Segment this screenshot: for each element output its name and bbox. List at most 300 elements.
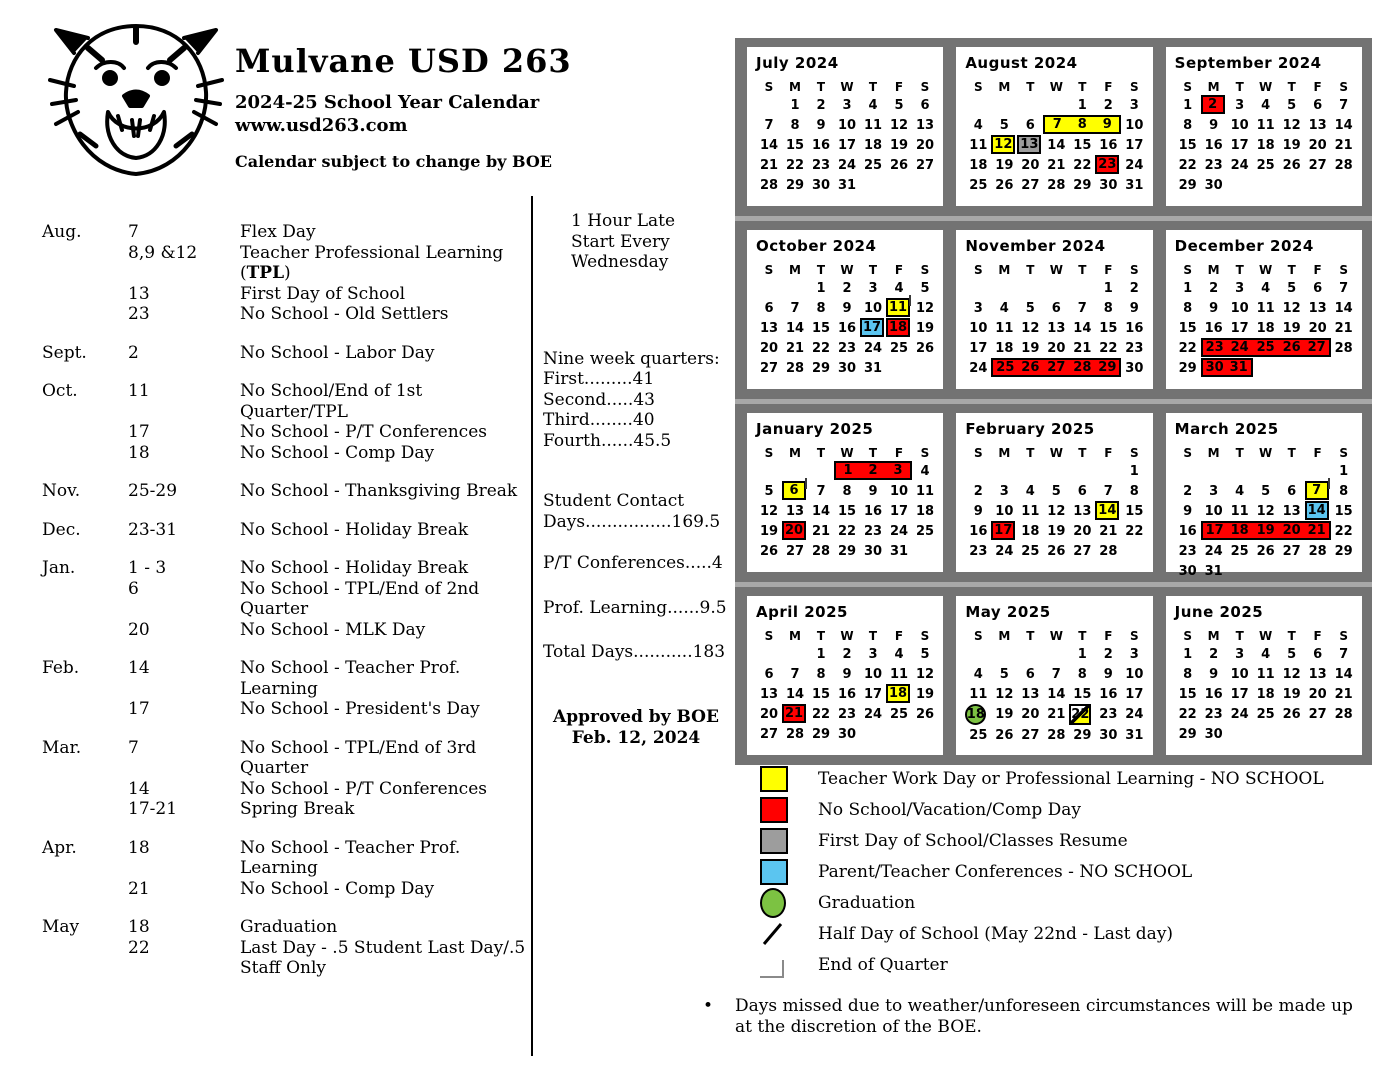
day-cell <box>965 95 991 115</box>
student-contact-days <box>543 491 729 532</box>
day-cell: 29 <box>1095 358 1121 377</box>
event-month-label <box>42 699 128 720</box>
weekday-header: W <box>1049 79 1063 94</box>
day-cell: 21 <box>1305 521 1331 540</box>
day-cell: 8 <box>1183 666 1193 682</box>
event-description: No School - P/T Conferences <box>240 778 487 799</box>
week-row <box>756 541 939 561</box>
day-cell <box>912 541 938 561</box>
event-row <box>42 243 534 284</box>
weekday-header: F <box>894 445 904 460</box>
day-cell: 28 <box>1069 358 1095 377</box>
week-row <box>756 318 939 338</box>
day-cell: 30 <box>1178 563 1197 579</box>
week-row <box>756 704 939 724</box>
boe-change-note: Calendar subject to change by BOE <box>235 152 552 171</box>
day-cell: 7 <box>1077 300 1087 316</box>
legend-label: Parent/Teacher Conferences - NO SCHOOL <box>818 861 1193 882</box>
day-cell: 30 <box>1204 177 1223 193</box>
day-cell: 1 <box>790 97 800 113</box>
event-month-label <box>42 243 128 284</box>
day-cell: 20 <box>759 706 779 722</box>
day-cell: 10 <box>969 320 988 336</box>
day-cell <box>886 358 912 378</box>
day-cell: 7 <box>790 666 800 682</box>
day-cell: 27 <box>759 726 779 742</box>
weekday-header: W <box>1259 445 1273 460</box>
day-cell: 19 <box>1047 523 1066 539</box>
day-cell: 13 <box>1308 300 1327 316</box>
week-row <box>1175 521 1358 541</box>
week-row <box>756 501 939 521</box>
day-cell: 17 <box>1125 137 1144 153</box>
day-cell: 11 <box>886 298 910 317</box>
weekday-header-row <box>965 261 1148 278</box>
day-cell: 20 <box>1021 706 1040 722</box>
week-row <box>756 298 939 318</box>
month-title: September 2024 <box>1174 54 1322 72</box>
day-cell: 6 <box>920 97 930 113</box>
weekday-header: M <box>998 628 1011 643</box>
day-cell: 5 <box>1287 646 1297 662</box>
total-days-count: Total Days...........183 <box>543 642 726 662</box>
day-cell: 2 <box>816 97 826 113</box>
month-title: October 2024 <box>756 237 877 255</box>
day-cell: 10 <box>1230 117 1249 133</box>
calendar-row <box>735 221 1372 399</box>
day-cell: 3 <box>1129 646 1139 662</box>
day-cell: 18 <box>965 704 986 725</box>
quarters-summary <box>543 349 729 452</box>
weekday-header: W <box>1259 262 1273 277</box>
day-cell: 30 <box>1125 360 1144 376</box>
day-cell: 14 <box>1047 686 1066 702</box>
day-cell: 14 <box>1305 501 1329 520</box>
event-month-label: Nov. <box>42 481 81 501</box>
day-cell: 11 <box>995 320 1014 336</box>
day-cell: 19 <box>995 706 1014 722</box>
event-month-label <box>42 422 128 443</box>
day-cell: 10 <box>889 483 909 499</box>
month-title: January 2025 <box>756 420 874 438</box>
event-row <box>42 799 534 820</box>
day-cell: 20 <box>915 137 935 153</box>
day-cell: 23 <box>837 706 857 722</box>
week-row <box>756 338 939 358</box>
day-cell <box>1227 724 1253 744</box>
event-date: 17 <box>128 422 150 442</box>
day-cell: 3 <box>1235 646 1245 662</box>
day-cell: 17 <box>1230 320 1249 336</box>
day-cell <box>1279 561 1305 581</box>
yellow-swatch-icon <box>742 766 818 792</box>
weekday-header: T <box>1235 79 1244 94</box>
weekday-header: T <box>1026 79 1035 94</box>
day-cell <box>886 724 912 744</box>
day-cell: 11 <box>969 686 988 702</box>
legend <box>742 763 1367 980</box>
day-cell: 20 <box>759 340 779 356</box>
event-date: 23 <box>128 304 150 324</box>
day-cell: 2 <box>1209 280 1219 296</box>
website-url: www.usd263.com <box>235 115 408 136</box>
weekday-header: F <box>1313 628 1322 643</box>
week-row <box>1175 704 1358 724</box>
day-cell: 24 <box>863 340 883 356</box>
day-cell: 18 <box>995 340 1014 356</box>
pt-conferences-count: P/T Conferences.....4 <box>543 553 723 573</box>
event-date: 23-31 <box>128 519 178 540</box>
day-cell: 5 <box>920 280 930 296</box>
graduation-circle-icon <box>742 888 818 918</box>
week-row <box>965 664 1148 684</box>
day-cell: 1 <box>834 461 860 480</box>
day-cell: 20 <box>1073 523 1092 539</box>
week-row <box>965 338 1148 358</box>
weekday-header: M <box>998 79 1011 94</box>
day-cell: 9 <box>816 117 826 133</box>
day-cell: 19 <box>1021 340 1040 356</box>
weekday-header: T <box>1078 262 1087 277</box>
weekday-header: F <box>894 79 904 94</box>
day-cell: 24 <box>1230 706 1249 722</box>
day-cell: 20 <box>1308 137 1327 153</box>
weekday-header-row <box>756 627 939 644</box>
day-cell: 8 <box>1103 300 1113 316</box>
day-cell: 16 <box>1099 686 1118 702</box>
day-cell: 24 <box>969 360 988 376</box>
day-cell: 6 <box>1077 483 1087 499</box>
day-cell: 2 <box>842 646 852 662</box>
day-cell: 21 <box>1099 523 1118 539</box>
event-month-label <box>42 799 128 820</box>
day-cell: 4 <box>973 117 983 133</box>
day-cell: 17 <box>969 340 988 356</box>
day-cell: 8 <box>1183 300 1193 316</box>
weekday-header-row <box>965 627 1148 644</box>
day-cell: 22 <box>1178 706 1197 722</box>
day-cell <box>756 95 782 115</box>
day-cell <box>1253 175 1279 195</box>
student-contact-line: Student Contact <box>543 491 685 511</box>
week-row <box>756 481 939 501</box>
day-cell: 21 <box>1047 706 1066 722</box>
weekday-header: S <box>1339 79 1348 94</box>
week-row <box>1175 95 1358 115</box>
day-cell: 22 <box>1125 523 1144 539</box>
day-cell: 29 <box>1073 177 1092 193</box>
day-cell: 15 <box>1178 137 1197 153</box>
day-cell: 8 <box>816 300 826 316</box>
day-cell: 9 <box>1209 666 1219 682</box>
day-cell <box>991 95 1017 115</box>
day-cell <box>1043 461 1069 481</box>
month-title: August 2024 <box>965 54 1078 72</box>
day-cell: 25 <box>863 157 883 173</box>
day-cell: 7 <box>790 300 800 316</box>
footnote-text: Days missed due to weather/unforeseen circumstances will be made up at the discretion of the BOE. <box>735 996 1353 1037</box>
day-cell: 8 <box>1183 117 1193 133</box>
day-cell: 15 <box>1099 320 1118 336</box>
day-cell: 27 <box>1073 543 1092 559</box>
month-card <box>747 413 943 572</box>
day-cell: 9 <box>1209 117 1219 133</box>
weekday-header-row <box>1175 261 1358 278</box>
day-cell: 12 <box>1282 117 1301 133</box>
day-cell: 23 <box>863 523 883 539</box>
day-cell: 1 <box>1183 97 1193 113</box>
event-date: 11 <box>128 381 150 401</box>
day-cell: 20 <box>1279 521 1305 540</box>
day-cell: 12 <box>995 686 1014 702</box>
week-row <box>965 501 1148 521</box>
day-cell: 3 <box>868 280 878 296</box>
day-cell: 11 <box>1256 117 1275 133</box>
day-cell: 27 <box>1282 543 1301 559</box>
day-cell: 21 <box>1047 157 1066 173</box>
prof-learning-count: Prof. Learning......9.5 <box>543 597 727 618</box>
day-cell: 23 <box>837 340 857 356</box>
day-cell: 14 <box>785 686 805 702</box>
day-cell <box>1305 358 1331 378</box>
day-cell: 3 <box>886 461 912 480</box>
event-month-group <box>42 558 534 640</box>
day-cell: 28 <box>1047 727 1066 743</box>
day-cell: 5 <box>1051 483 1061 499</box>
week-row <box>756 461 939 481</box>
day-cell <box>1279 724 1305 744</box>
legend-label: Half Day of School (May 22nd - Last day) <box>818 923 1174 944</box>
day-cell: 11 <box>1021 503 1040 519</box>
month-card <box>1166 230 1362 389</box>
day-cell: 9 <box>1095 115 1121 134</box>
day-cell: 17 <box>1230 137 1249 153</box>
day-cell: 7 <box>1305 481 1329 500</box>
week-row <box>1175 664 1358 684</box>
day-cell: 9 <box>1129 300 1139 316</box>
day-cell: 4 <box>1261 97 1271 113</box>
day-cell <box>1227 175 1253 195</box>
weekday-header: S <box>1130 79 1139 94</box>
month-title: May 2025 <box>965 603 1051 621</box>
legend-label: First Day of School/Classes Resume <box>818 830 1128 851</box>
week-row <box>965 358 1148 378</box>
day-cell: 14 <box>785 320 805 336</box>
day-cell: 28 <box>785 726 805 742</box>
day-cell: 2 <box>1201 95 1225 114</box>
day-cell <box>808 461 834 481</box>
day-cell: 1 <box>1077 97 1087 113</box>
day-cell: 28 <box>785 360 805 376</box>
event-description: No School - Teacher Prof. Learning <box>240 658 461 699</box>
event-month-label <box>42 579 128 620</box>
event-row <box>42 738 534 779</box>
day-cell: 1 <box>1129 463 1139 479</box>
weekday-header: W <box>1259 79 1273 94</box>
day-cell: 5 <box>1287 280 1297 296</box>
day-cell: 26 <box>1256 543 1275 559</box>
weekday-header-row <box>756 261 939 278</box>
day-cell: 21 <box>759 157 779 173</box>
week-row <box>1175 501 1358 521</box>
day-cell: 28 <box>759 177 779 193</box>
event-row <box>42 620 534 641</box>
event-month-group <box>42 481 534 502</box>
week-row <box>1175 318 1358 338</box>
day-cell: 7 <box>1051 666 1061 682</box>
day-cell: 25 <box>969 727 988 743</box>
day-cell: 8 <box>1077 666 1087 682</box>
week-row <box>756 724 939 744</box>
week-row <box>756 644 939 664</box>
day-cell: 15 <box>1334 503 1353 519</box>
day-cell: 16 <box>811 137 831 153</box>
summary-column <box>543 205 729 749</box>
day-cell: 13 <box>785 503 805 519</box>
event-row <box>42 579 534 620</box>
day-cell: 10 <box>1230 666 1249 682</box>
event-month-label: Feb. <box>42 658 80 678</box>
day-cell: 20 <box>1047 340 1066 356</box>
day-cell <box>1017 461 1043 481</box>
event-description: No School - TPL/End of 3rd Quarter <box>240 737 477 778</box>
day-cell: 23 <box>1099 706 1118 722</box>
day-cell: 2 <box>842 280 852 296</box>
late-start-line: Start Every <box>571 231 670 252</box>
day-cell: 31 <box>1125 727 1144 743</box>
weekday-header: M <box>998 445 1011 460</box>
day-cell: 14 <box>1073 320 1092 336</box>
weekday-header: S <box>974 445 983 460</box>
weekday-header: S <box>1183 628 1192 643</box>
day-cell: 28 <box>1047 177 1066 193</box>
day-cell <box>912 358 938 378</box>
month-card <box>956 230 1152 389</box>
day-cell: 8 <box>1069 115 1095 134</box>
day-cell: 27 <box>1021 727 1040 743</box>
day-cell: 23 <box>811 157 831 173</box>
day-cell: 15 <box>811 320 831 336</box>
weekday-header: T <box>1235 628 1244 643</box>
day-cell <box>1279 358 1305 378</box>
event-row <box>42 304 534 325</box>
month-title: April 2025 <box>756 603 848 621</box>
weekday-header: M <box>1207 445 1220 460</box>
day-cell: 19 <box>889 137 909 153</box>
day-cell <box>1175 461 1201 481</box>
day-cell: 28 <box>1334 157 1353 173</box>
day-cell: 8 <box>816 666 826 682</box>
event-row <box>42 443 534 464</box>
day-cell: 25 <box>991 358 1017 377</box>
event-description: Flex Day <box>240 222 316 242</box>
event-row <box>42 481 534 502</box>
day-cell <box>1331 175 1357 195</box>
day-cell: 2 <box>1103 646 1113 662</box>
day-cell: 23 <box>1204 706 1223 722</box>
event-description: No School - Holiday Break <box>240 558 469 578</box>
day-cell: 21 <box>1334 320 1353 336</box>
day-cell: 6 <box>1287 483 1297 499</box>
day-cell <box>965 278 991 298</box>
day-cell: 13 <box>1282 503 1301 519</box>
day-cell: 18 <box>1256 137 1275 153</box>
legend-item <box>742 949 1367 980</box>
day-cell: 14 <box>811 503 831 519</box>
day-cell: 16 <box>1125 320 1144 336</box>
week-row <box>1175 115 1358 135</box>
event-month-label <box>42 879 128 900</box>
day-cell: 28 <box>1334 706 1353 722</box>
legend-item <box>742 918 1367 949</box>
day-cell: 8 <box>1339 483 1349 499</box>
day-cell: 6 <box>764 300 774 316</box>
event-description: No School - Comp Day <box>240 442 435 463</box>
month-card <box>1166 596 1362 755</box>
calendar-grid <box>735 38 1372 765</box>
day-cell <box>1043 644 1069 664</box>
day-cell: 27 <box>1021 177 1040 193</box>
day-cell: 26 <box>1279 338 1305 357</box>
week-row <box>1175 175 1358 195</box>
day-cell <box>782 278 808 298</box>
day-cell: 4 <box>999 300 1009 316</box>
day-cell: 3 <box>1235 280 1245 296</box>
day-cell: 15 <box>837 503 857 519</box>
day-cell: 21 <box>785 340 805 356</box>
day-cell: 1 <box>816 280 826 296</box>
day-cell: 29 <box>1178 360 1197 376</box>
day-cell: 6 <box>1313 97 1323 113</box>
event-month-group <box>42 343 534 364</box>
day-cell: 4 <box>894 646 904 662</box>
event-row <box>42 938 534 979</box>
weekday-header: S <box>920 262 930 277</box>
day-cell: 4 <box>868 97 878 113</box>
day-cell: 17 <box>991 521 1015 540</box>
day-cell <box>1305 561 1331 581</box>
day-cell: 13 <box>1017 135 1041 154</box>
day-cell: 1 <box>1103 280 1113 296</box>
page-subtitle: 2024-25 School Year Calendar <box>235 92 540 113</box>
day-cell: 8 <box>842 483 852 499</box>
legend-label: End of Quarter <box>818 954 948 975</box>
day-cell <box>1227 561 1253 581</box>
day-cell: 13 <box>1308 666 1327 682</box>
day-cell: 10 <box>837 117 857 133</box>
day-cell: 13 <box>915 117 935 133</box>
day-cell: 10 <box>1125 117 1144 133</box>
day-cell: 19 <box>915 686 935 702</box>
day-cell: 1 <box>1183 646 1193 662</box>
week-row <box>965 644 1148 664</box>
week-row <box>1175 684 1358 704</box>
weekday-header: T <box>1287 262 1296 277</box>
day-cell: 22 <box>1069 704 1091 725</box>
week-row <box>1175 461 1358 481</box>
day-cell: 29 <box>1178 726 1197 742</box>
day-cell <box>1017 278 1043 298</box>
weekday-header: S <box>1183 445 1192 460</box>
event-description: No School - MLK Day <box>240 619 426 640</box>
day-cell: 1 <box>1339 463 1349 479</box>
week-row <box>965 461 1148 481</box>
event-month-label <box>42 938 128 979</box>
day-cell: 10 <box>995 503 1014 519</box>
day-cell: 29 <box>811 726 831 742</box>
day-cell: 6 <box>1313 280 1323 296</box>
event-description: No School - Holiday Break <box>240 519 469 540</box>
